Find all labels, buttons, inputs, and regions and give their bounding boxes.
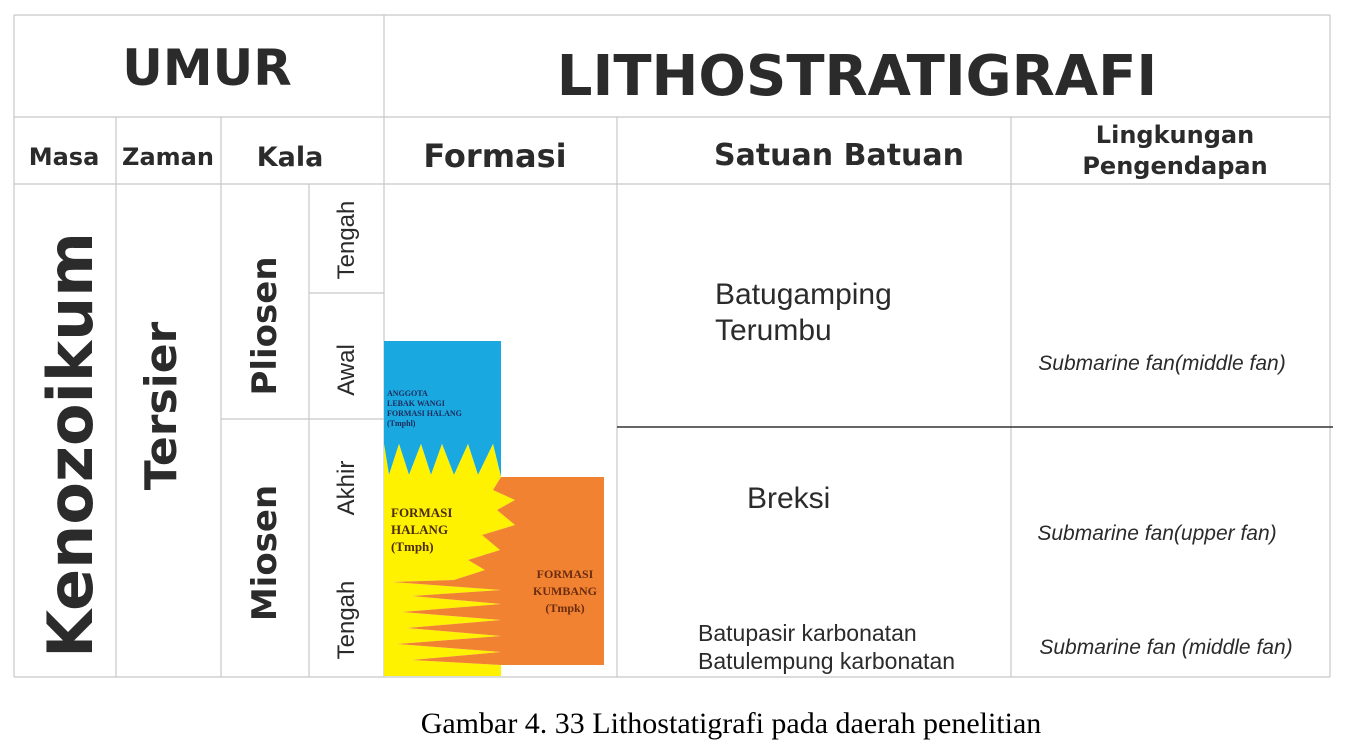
masa-kenozoikum-label: Kenozoikum	[34, 232, 107, 658]
halang-label-line: FORMASI	[391, 505, 453, 520]
halang-label-line: (Tmph)	[391, 539, 434, 554]
masa-column-header: Masa	[28, 143, 100, 171]
satuan-batuan-column-header: Satuan Batuan	[713, 138, 965, 173]
lebak-wangi-label-line: ANGGOTA	[387, 389, 428, 398]
kala-miosen-label: Miosen	[245, 484, 285, 622]
table-grid	[14, 15, 1330, 677]
sub-pliosen-awal-label: Awal	[333, 344, 360, 396]
umur-header: UMUR	[122, 39, 292, 97]
sub-miosen-akhir-label: Akhir	[333, 460, 360, 516]
environment-middle-fan-lower: Submarine fan (middle fan)	[1039, 636, 1293, 659]
kumbang-label-line: KUMBANG	[533, 584, 597, 598]
lebak-wangi-label-line: LEBAK WANGI	[387, 399, 445, 408]
environment-middle-fan-upper: Submarine fan(middle fan)	[1038, 352, 1286, 375]
environment-upper-fan: Submarine fan(upper fan)	[1037, 522, 1277, 545]
kumbang-label-line: (Tmpk)	[545, 601, 585, 615]
sub-miosen-tengah-label: Tengah	[333, 580, 360, 660]
unit-batupasir-line1: Batupasir karbonatan	[698, 620, 917, 646]
figure-caption: Gambar 4. 33 Lithostatigrafi pada daerah penelitian	[420, 707, 1042, 740]
kumbang-label-line: FORMASI	[536, 567, 594, 581]
formasi-column-header: Formasi	[423, 137, 567, 175]
lingkungan-header-line1: Lingkungan	[1095, 121, 1255, 149]
lebak-wangi-label-line: FORMASI HALANG	[387, 409, 462, 418]
halang-label-line: HALANG	[391, 522, 449, 537]
unit-batugamping-line1: Batugamping	[715, 278, 892, 311]
kala-pliosen-label: Pliosen	[245, 256, 285, 396]
lithostratigrafi-header: LITHOSTRATIGRAFI	[556, 44, 1158, 109]
lebak-wangi-label-line: (Tmphl)	[387, 419, 416, 428]
unit-batugamping-line2: Terumbu	[715, 314, 832, 347]
lingkungan-header-line2: Pengendapan	[1082, 152, 1268, 180]
kala-column-header: Kala	[256, 142, 324, 173]
unit-batupasir-line2: Batulempung karbonatan	[698, 648, 956, 674]
zaman-tersier-label: Tersier	[136, 321, 187, 491]
sub-pliosen-tengah-label: Tengah	[333, 200, 360, 280]
unit-breksi: Breksi	[747, 482, 831, 515]
zaman-column-header: Zaman	[122, 143, 214, 171]
